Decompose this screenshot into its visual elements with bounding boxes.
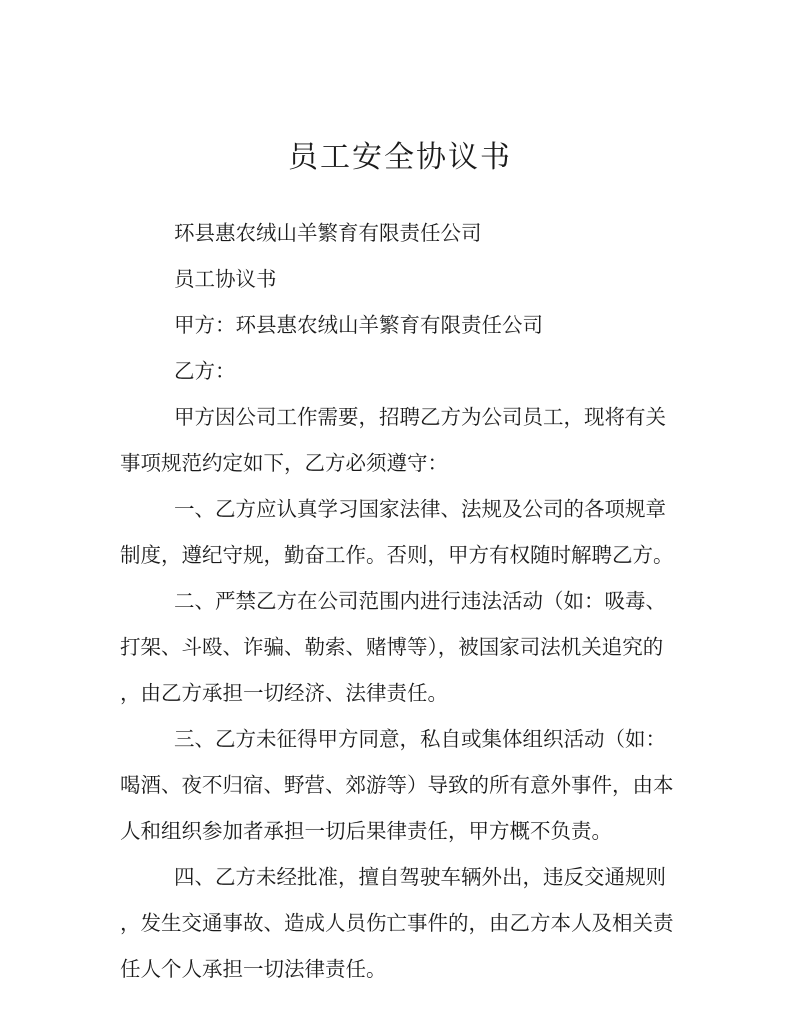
party-b-line: 乙方： xyxy=(174,359,236,383)
clause-2-line-2: 打架、斗殴、诈骗、勒索、赌博等），被国家司法机关追究的 xyxy=(120,635,664,659)
clause-4-line-3: 任人个人承担一切法律责任。 xyxy=(120,957,387,981)
clause-1-line-1: 一、乙方应认真学习国家法律、法规及公司的各项规章 xyxy=(174,497,666,521)
preamble-line-1: 甲方因公司工作需要，招聘乙方为公司员工，现将有关 xyxy=(174,405,666,429)
clause-1-line-2: 制度，遵纪守规，勤奋工作。否则，甲方有权随时解聘乙方。 xyxy=(120,543,674,567)
clause-2-line-3: ，由乙方承担一切经济、法律责任。 xyxy=(120,681,448,705)
document-body xyxy=(120,214,688,996)
clause-4-line-1: 四、乙方未经批准，擅自驾驶车辆外出，违反交通规则 xyxy=(174,865,666,889)
clause-2-line-1: 二、严禁乙方在公司范围内进行违法活动（如：吸毒、 xyxy=(174,589,666,613)
clause-4-line-2: ，发生交通事故、造成人员伤亡事件的，由乙方本人及相关责 xyxy=(120,911,674,935)
clause-3-line-3: 人和组织参加者承担一切后果律责任，甲方概不负责。 xyxy=(120,819,612,843)
clause-3-line-2: 喝酒、夜不归宿、野营、郊游等）导致的所有意外事件，由本 xyxy=(120,773,674,797)
subtitle-line: 员工协议书 xyxy=(174,267,277,291)
party-a-line: 甲方：环县惠农绒山羊繁育有限责任公司 xyxy=(174,313,543,337)
document-title: 员工安全协议书 xyxy=(288,140,512,175)
clause-3-line-1: 三、乙方未征得甲方同意，私自或集体组织活动（如： xyxy=(174,727,666,751)
company-name-line: 环县惠农绒山羊繁育有限责任公司 xyxy=(174,221,482,245)
preamble-line-2: 事项规范约定如下，乙方必须遵守： xyxy=(120,451,448,475)
